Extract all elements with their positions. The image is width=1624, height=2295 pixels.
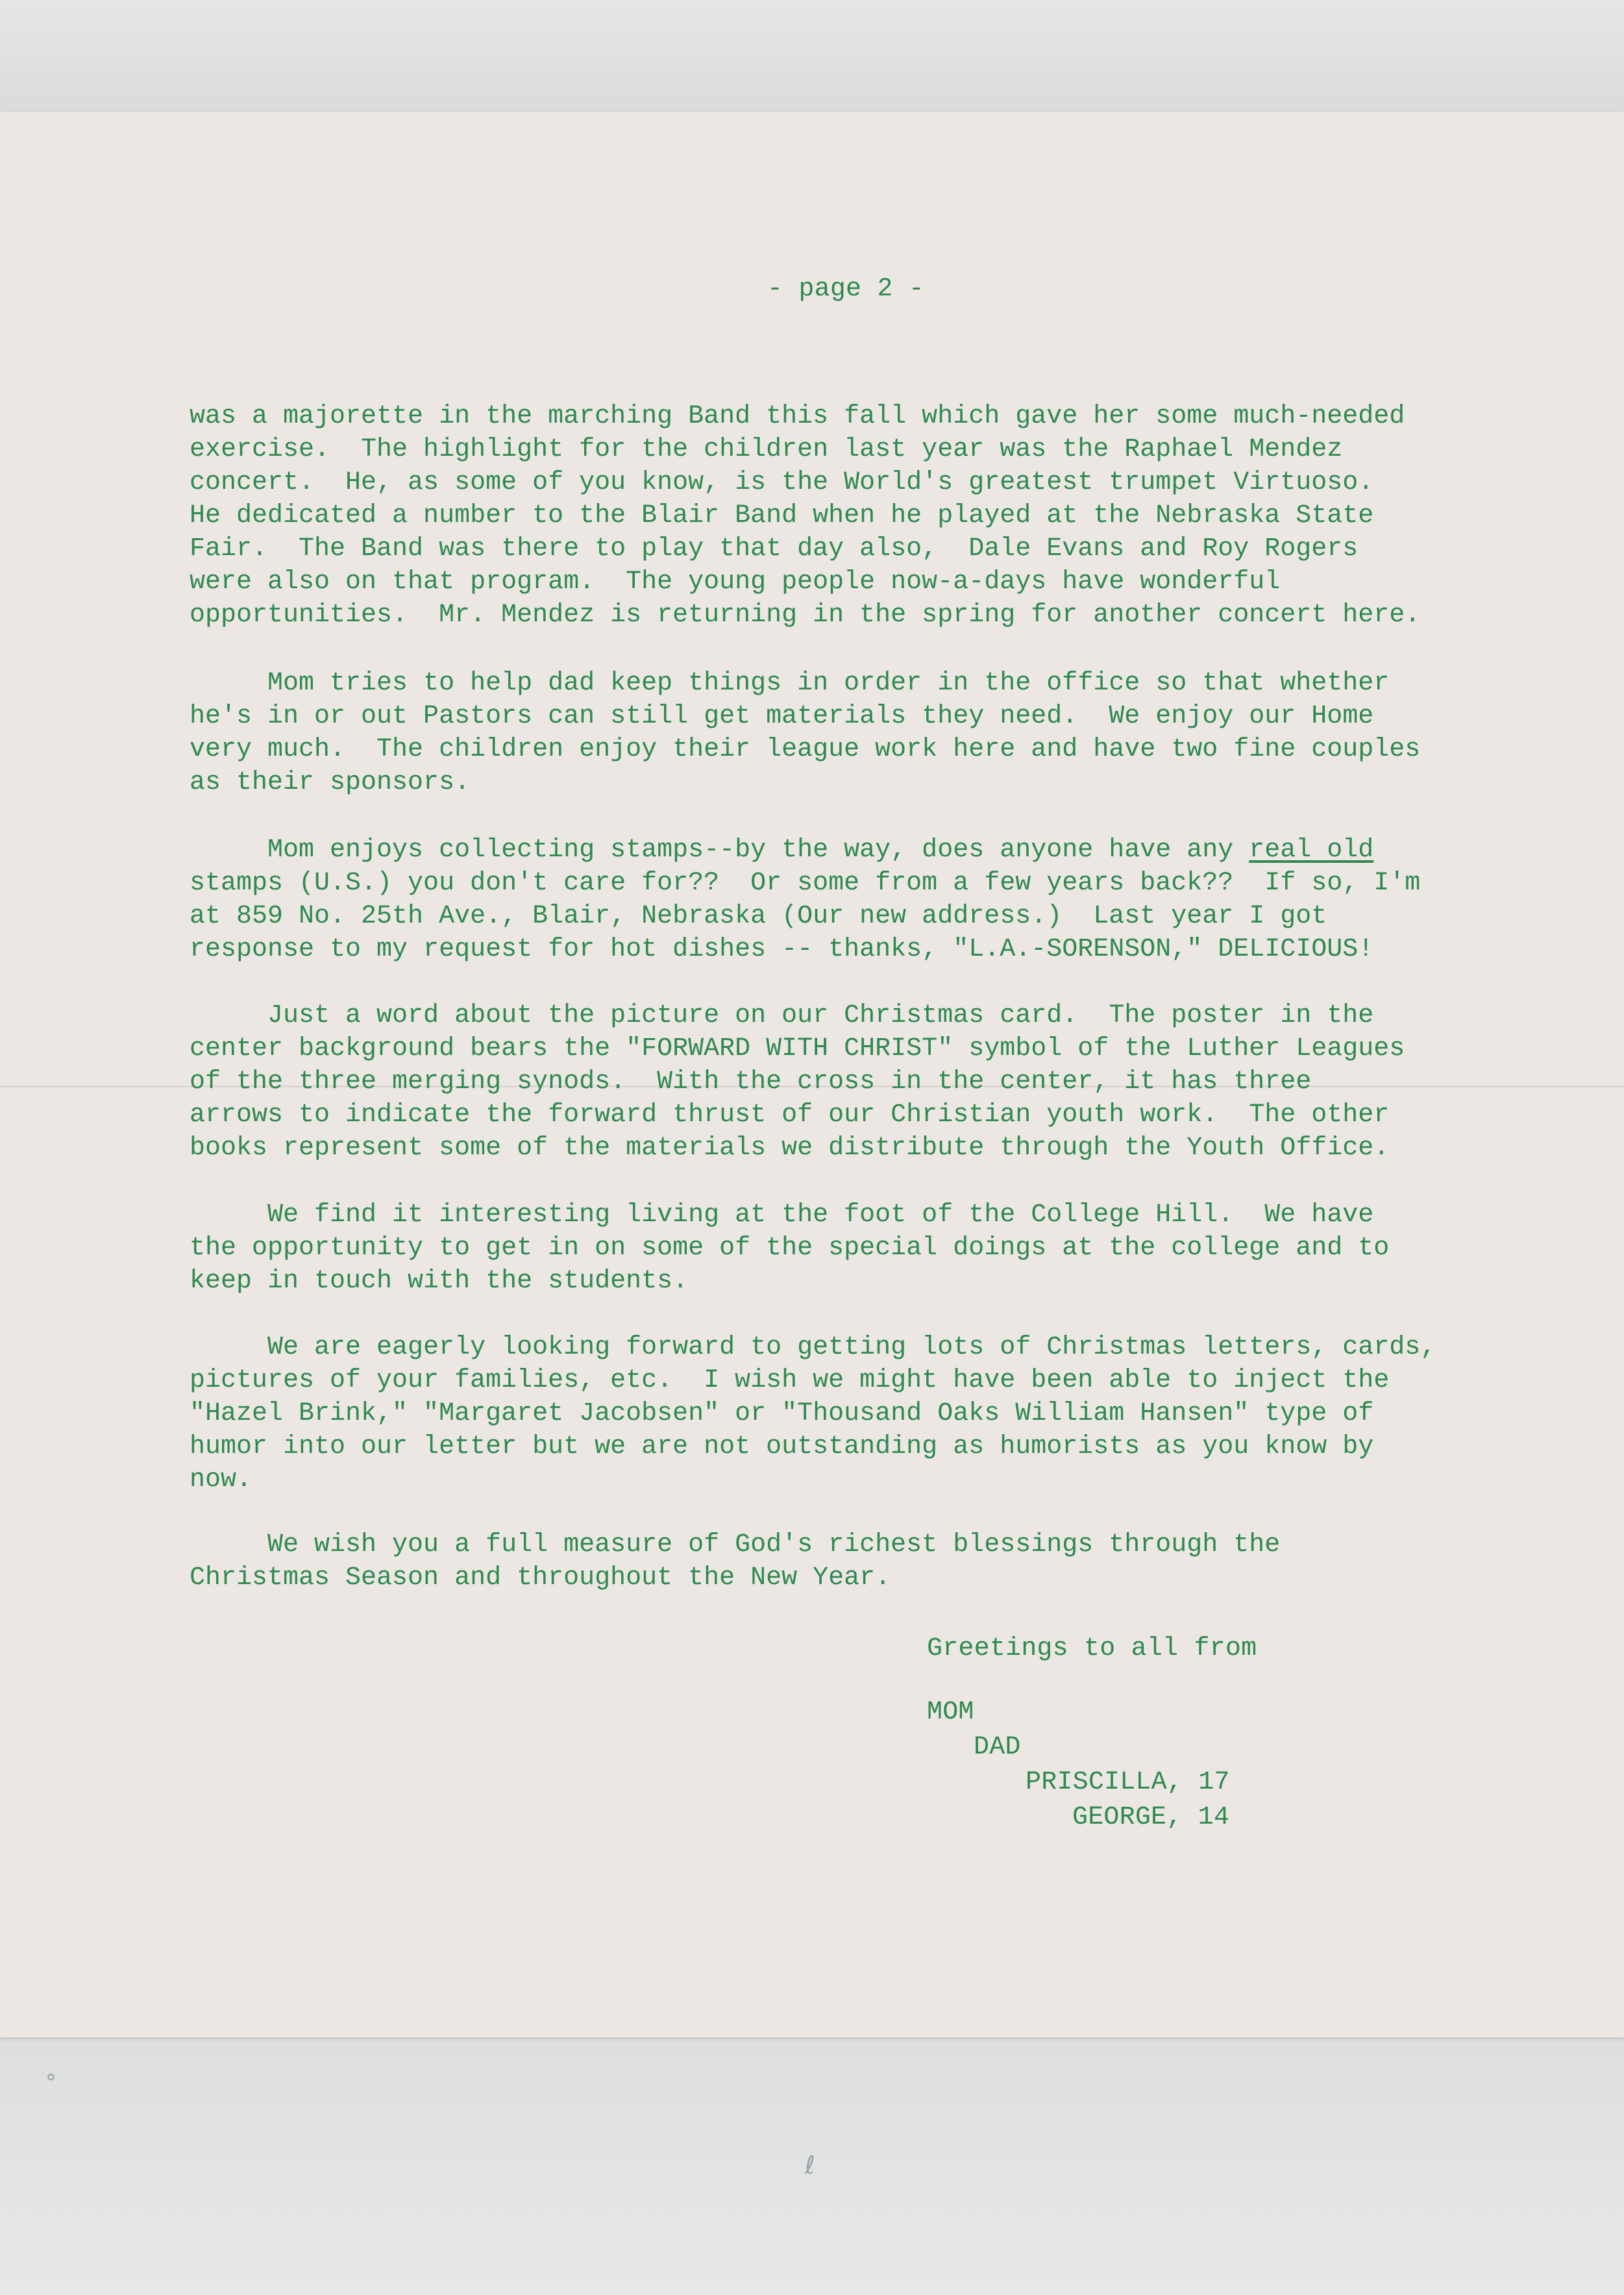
text-line: of the three merging synods. With the cross in the center, it has three	[190, 1067, 1312, 1097]
text-line: "Hazel Brink," "Margaret Jacobsen" or "Thousand Oaks William Hansen" type of	[190, 1399, 1374, 1428]
text-line: arrows to indicate the forward thrust of our Christian youth work. The other	[190, 1100, 1390, 1130]
signature-george: GEORGE, 14	[1072, 1803, 1230, 1832]
text-line-start: Mom enjoys collecting stamps--by the way, does anyone have any	[190, 836, 1249, 865]
closing-greeting: Greetings to all from	[927, 1634, 1257, 1663]
paragraph-2	[190, 667, 1420, 799]
text-line: books represent some of the materials we distribute through the Youth Office.	[190, 1134, 1390, 1163]
text-line: We are eagerly looking forward to getting lots of Christmas letters, cards,	[190, 1333, 1436, 1362]
text-line: very much. The children enjoy their league work here and have two fine couples	[190, 735, 1421, 764]
underlined-text: real old	[1249, 836, 1374, 865]
text-line: was a majorette in the marching Band this fall which gave her some much-needed	[190, 402, 1405, 431]
scanner-bed-top	[0, 0, 1624, 112]
scanner-bed-bottom	[0, 2037, 1624, 2295]
text-line: he's in or out Pastors can still get materials they need. We enjoy our Home	[190, 702, 1374, 731]
text-line: the opportunity to get in on some of the special doings at the college and to	[190, 1234, 1390, 1263]
text-line: response to my request for hot dishes -- thanks, "L.A.-SORENSON," DELICIOUS!	[190, 935, 1374, 964]
letter-page	[0, 112, 1624, 2037]
page-number: - page 2 -	[767, 275, 925, 304]
paragraph-3	[190, 834, 1420, 966]
text-line: at 859 No. 25th Ave., Blair, Nebraska (Our new address.) Last year I got	[190, 902, 1327, 931]
text-line: opportunities. Mr. Mendez is returning in the spring for another concert here.	[190, 601, 1421, 630]
paragraph-7	[190, 1528, 1280, 1594]
text-line: as their sponsors.	[190, 768, 471, 797]
text-line: keep in touch with the students.	[190, 1267, 689, 1296]
text-line: Just a word about the picture on our Christmas card. The poster in the	[190, 1001, 1374, 1030]
text-line: Christmas Season and throughout the New Year.	[190, 1563, 891, 1593]
text-line	[190, 834, 1420, 867]
scanner-dust-mark: °	[45, 2070, 56, 2096]
text-line: now.	[190, 1465, 252, 1495]
text-line: exercise. The highlight for the children last year was the Raphael Mendez	[190, 435, 1343, 464]
paragraph-6	[190, 1331, 1436, 1496]
text-line: We find it interesting living at the foot of the College Hill. We have	[190, 1200, 1374, 1230]
text-line: were also on that program. The young people now-a-days have wonderful	[190, 567, 1281, 597]
text-line: concert. He, as some of you know, is the World's greatest trumpet Virtuoso.	[190, 468, 1374, 497]
signature-dad: DAD	[974, 1733, 1021, 1762]
text-line: Mom tries to help dad keep things in order in the office so that whether	[190, 669, 1390, 698]
text-line: Fair. The Band was there to play that day also, Dale Evans and Roy Rogers	[190, 534, 1359, 564]
text-line: stamps (U.S.) you don't care for?? Or some from a few years back?? If so, I'm	[190, 869, 1421, 898]
signature-mom: MOM	[927, 1698, 974, 1727]
signature-priscilla: PRISCILLA, 17	[1026, 1768, 1230, 1797]
text-line: He dedicated a number to the Blair Band when he played at the Nebraska State	[190, 501, 1374, 530]
paragraph-1	[190, 400, 1420, 632]
text-line: humor into our letter but we are not outstanding as humorists as you know by	[190, 1432, 1374, 1461]
scanner-dust-mark: ℓ	[805, 2151, 815, 2179]
text-line: We wish you a full measure of God's richest blessings through the	[190, 1530, 1281, 1559]
text-line: pictures of your families, etc. I wish we might have been able to inject the	[190, 1366, 1390, 1395]
paragraph-5	[190, 1198, 1389, 1298]
text-line: center background bears the "FORWARD WITH CHRIST" symbol of the Luther Leagues	[190, 1034, 1405, 1063]
paragraph-4	[190, 999, 1405, 1165]
